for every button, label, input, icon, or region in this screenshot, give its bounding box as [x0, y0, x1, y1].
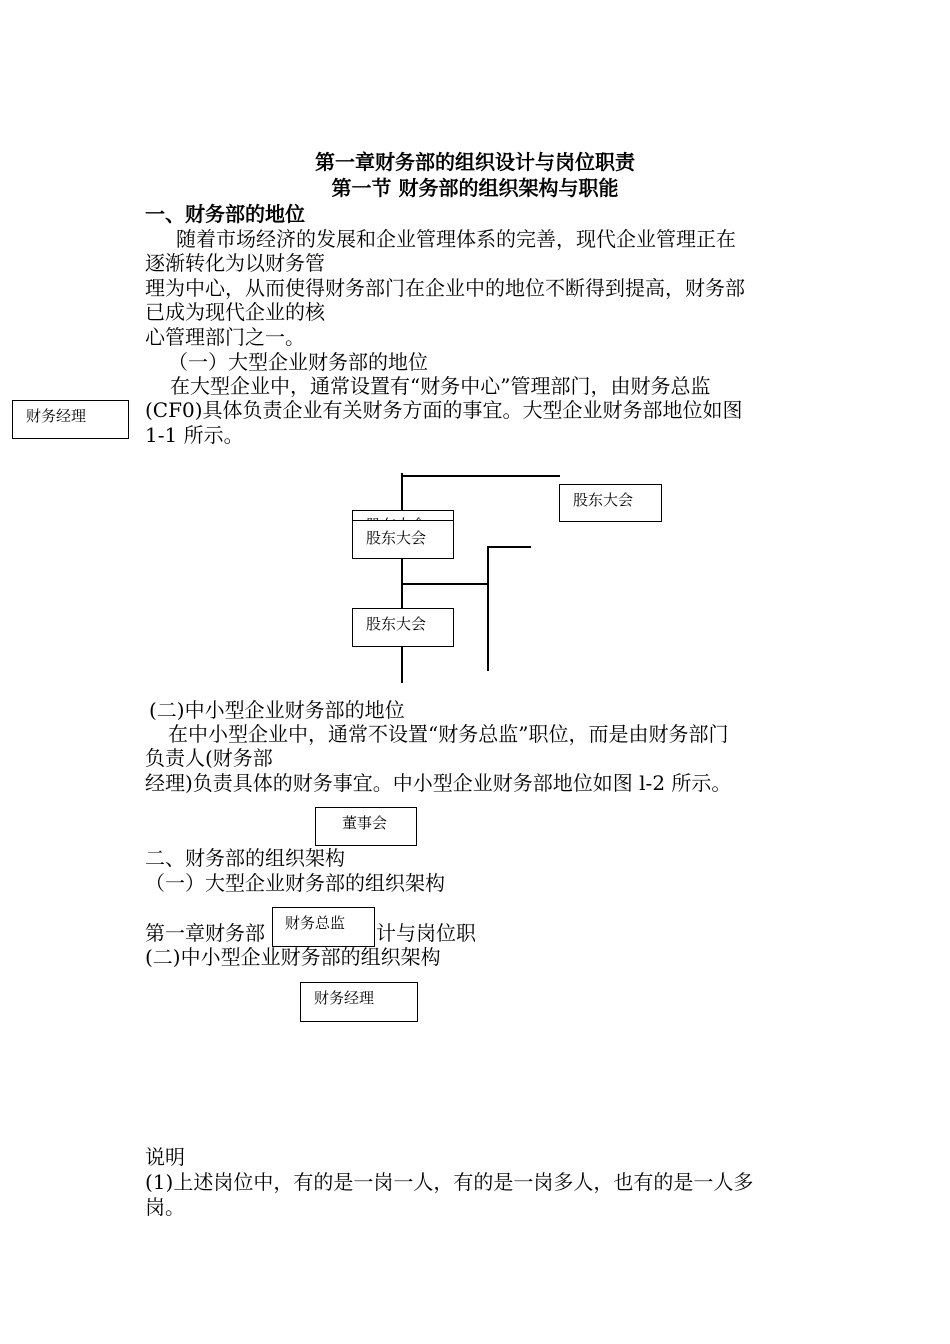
paragraph-2-line-2: (CF0)具体负责企业有关财务方面的事宜。大型企业财务部地位如图 [145, 398, 743, 422]
heading-structure: 二、财务部的组织架构 [145, 846, 345, 870]
shareholders-box-mid: 股东大会 [352, 520, 454, 559]
cfo-box: 财务总监 [272, 907, 375, 947]
shareholders-box-right: 股东大会 [559, 484, 662, 522]
partial-chapter-text-left: 第一章财务部 [145, 921, 265, 945]
paragraph-3-line-2: 负责人(财务部 [145, 746, 273, 770]
paragraph-1-line-5: 心管理部门之一。 [145, 325, 305, 349]
diagram-top-branch [401, 475, 560, 477]
paragraph-1-line-1: 随着市场经济的发展和企业管理体系的完善，现代企业管理正在 [176, 227, 736, 251]
subheading-small-position: (二)中小型企业财务部的地位 [149, 698, 405, 722]
section-title: 第一节 财务部的组织架构与职能 [331, 176, 619, 200]
diagram-right-branch [487, 546, 531, 548]
paragraph-3-line-3: 经理)负责具体的财务事宜。中小型企业财务部地位如图 l-2 所示。 [145, 771, 732, 795]
subheading-large-position: （一）大型企业财务部的地位 [168, 350, 428, 374]
paragraph-1-line-2: 逐渐转化为以财务管 [145, 251, 325, 275]
diagram-vertical-right [487, 546, 489, 671]
paragraph-2-line-3: 1-1 所示。 [145, 423, 244, 447]
partial-chapter-text-right: 计与岗位职 [376, 921, 476, 945]
diagram-connector [401, 583, 487, 585]
note-1-line-2: 岗。 [145, 1195, 185, 1219]
paragraph-1-line-3: 理为中心，从而使得财务部门在企业中的地位不断得到提高，财务部 [145, 276, 745, 300]
diagram-vertical-main [401, 473, 403, 683]
paragraph-1-line-4: 已成为现代企业的核 [145, 300, 325, 324]
subheading-small-structure: (二)中小型企业财务部的组织架构 [145, 945, 441, 969]
paragraph-3-line-1: 在中小型企业中，通常不设置“财务总监”职位，而是由财务部门 [168, 722, 729, 746]
board-box: 董事会 [315, 807, 417, 846]
paragraph-2-line-1: 在大型企业中，通常设置有“财务中心”管理部门，由财务总监 [170, 374, 711, 398]
notes-label: 说明 [145, 1145, 185, 1169]
finance-manager-box-left: 财务经理 [12, 400, 129, 439]
finance-manager-box-lower: 财务经理 [300, 982, 418, 1022]
heading-position: 一、财务部的地位 [145, 202, 305, 226]
note-1-line-1: (1)上述岗位中，有的是一岗一人，有的是一岗多人，也有的是一人多 [145, 1170, 754, 1194]
shareholders-box-low: 股东大会 [352, 608, 454, 647]
subheading-large-structure: （一）大型企业财务部的组织架构 [145, 871, 445, 895]
chapter-title: 第一章财务部的组织设计与岗位职责 [315, 150, 635, 174]
